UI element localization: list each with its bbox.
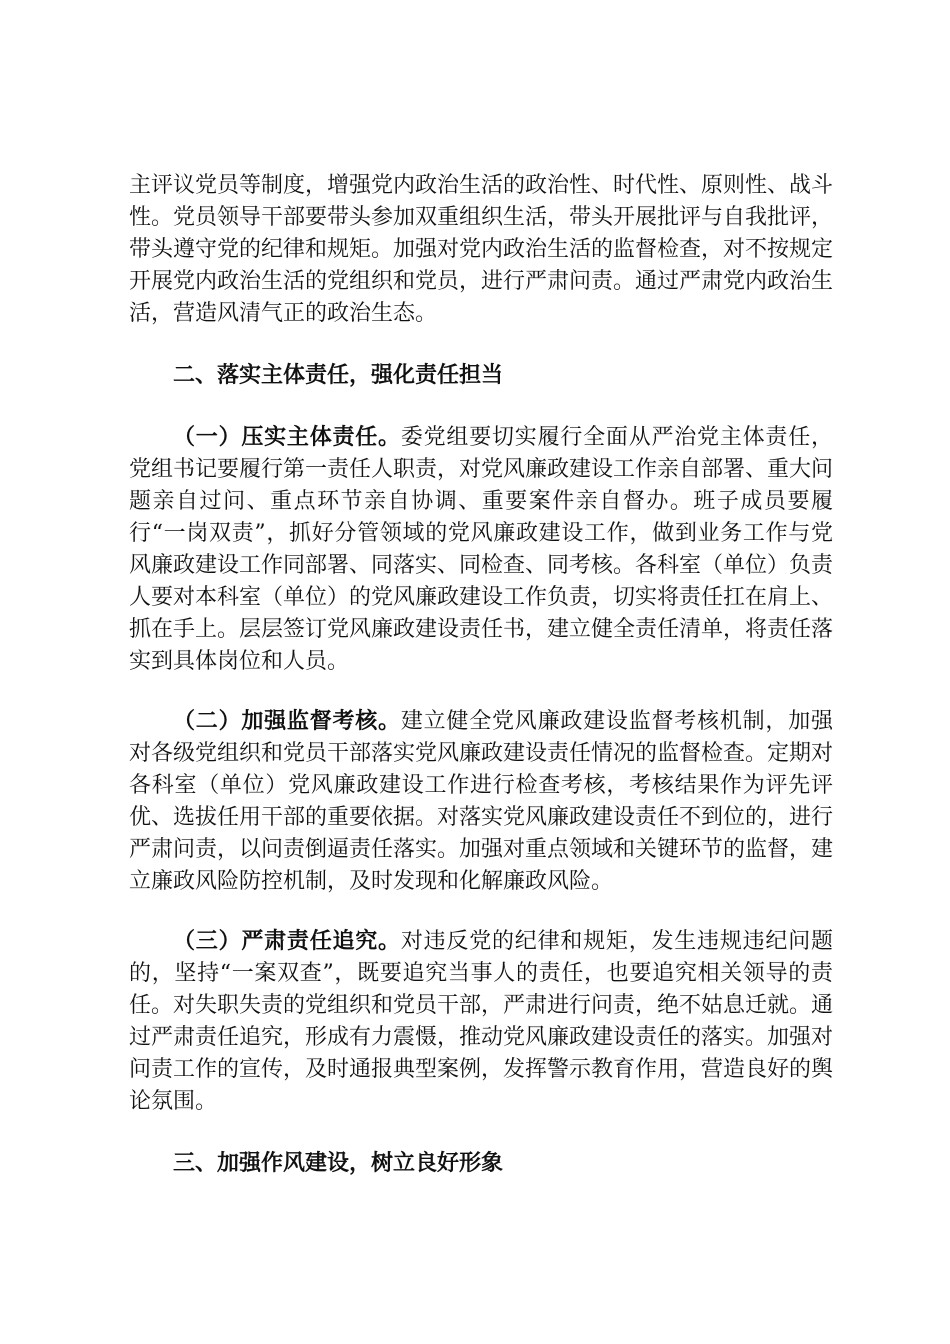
paragraph-body: 建立健全党风廉政建设监督考核机制，加强对各级党组织和党员干部落实党风廉政建设责任情况的监督检查。定期对各科室（单位）党风廉政建设工作进行检查考核，考核结果作为评先评优、选拔任用干部的重要依据。对落实党风廉政建设责任不到位的，进行严肃问责，以问责倒逼责任落实。加强对重点领域和关键环节的监督，建立廉政风险防控机制，及时发现和化解廉政风险。 bbox=[129, 709, 834, 894]
spacer bbox=[129, 330, 833, 360]
spacer bbox=[129, 898, 833, 926]
spacer bbox=[129, 392, 833, 422]
continued-paragraph: 主评议党员等制度，增强党内政治生活的政治性、时代性、原则性、战斗性。党员领导干部要带头参加双重组织生活，带头开展批评与自我批评，带头遵守党的纪律和规矩。加强对党内政治生活的监督检查，对不按规定开展党内政治生活的党组织和党员，进行严肃问责。通过严肃党内政治生活，营造风清气正的政治生态。 bbox=[129, 173, 834, 326]
spacer bbox=[129, 678, 833, 706]
paragraph-lead: （二）加强监督考核。 bbox=[173, 709, 401, 734]
section-heading-3: 三、加强作风建设，树立良好形象 bbox=[173, 1151, 504, 1176]
paragraph-2-2 bbox=[129, 706, 833, 898]
paragraph-body: 委党组要切实履行全面从严治党主体责任，党组书记要履行第一责任人职责，对党风廉政建设工作亲自部署、重大问题亲自过问、重点环节亲自协调、重要案件亲自督办。班子成员要履行“一岗双责”，抓好分管领域的党风廉政建设工作，做到业务工作与党风廉政建设工作同部署、同落实、同检查、同考核。各科室（单位）负责人要对本科室（单位）的党风廉政建设工作负责，切实将责任扛在肩上、抓在手上。层层签订党风廉政建设责任书，建立健全责任清单，将责任落实到具体岗位和人员。 bbox=[129, 425, 834, 674]
spacer bbox=[129, 1118, 833, 1148]
paragraph-2-1 bbox=[129, 422, 833, 678]
paragraph-lead: （一）压实主体责任。 bbox=[173, 425, 401, 450]
paragraph-body: 对违反党的纪律和规矩，发生违规违纪问题的，坚持“一案双查”，既要追究当事人的责任，也要追究相关领导的责任。对失职失责的党组织和党员干部，严肃进行问责，绝不姑息迁就。通过严肃责任追究，形成有力震慑，推动党风廉政建设责任的落实。加强对问责工作的宣传，及时通报典型案例，发挥警示教育作用，营造良好的舆论氛围。 bbox=[129, 929, 834, 1114]
paragraph-lead: （三）严肃责任追究。 bbox=[173, 929, 401, 954]
section-heading-2: 二、落实主体责任，强化责任担当 bbox=[173, 363, 504, 388]
document-body bbox=[129, 170, 833, 1180]
paragraph-2-3 bbox=[129, 926, 833, 1118]
